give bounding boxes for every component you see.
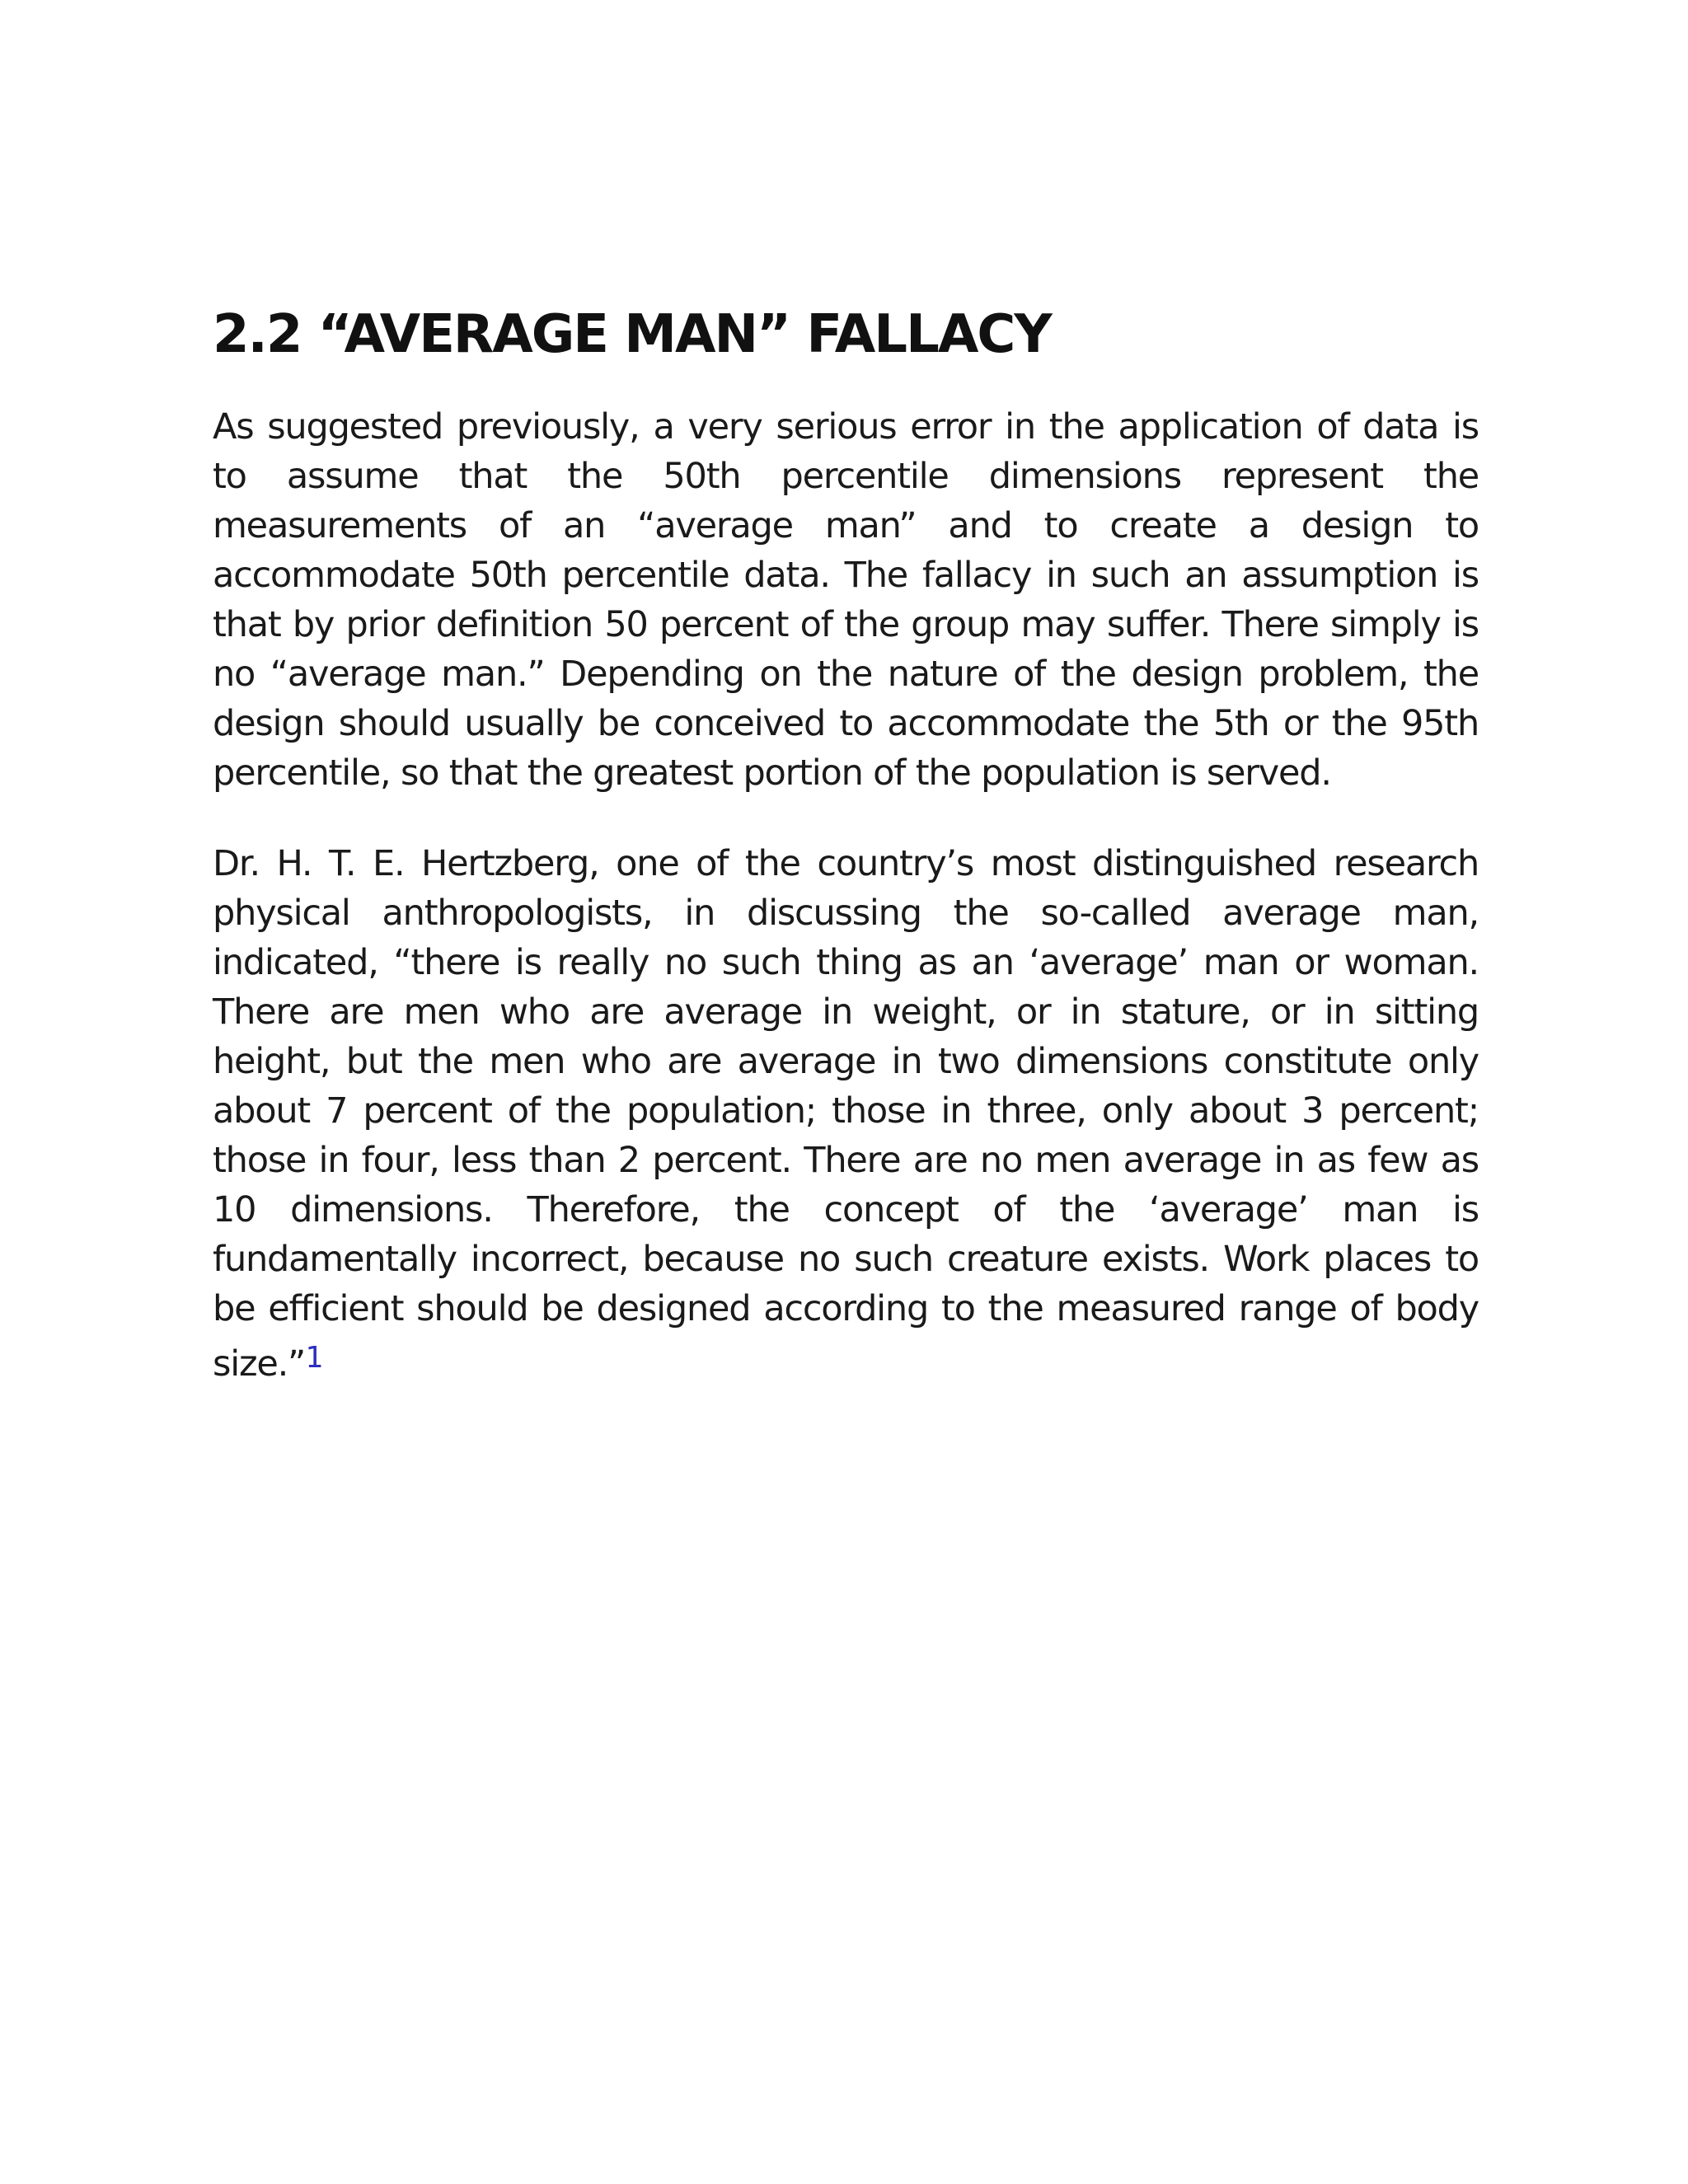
section-content xyxy=(213,302,1479,1389)
section-heading: 2.2 “AVERAGE MAN” FALLACY xyxy=(213,304,1051,365)
paragraph-text: Dr. H. T. E. Hertzberg, one of the country’s most distinguished research physical anthropologists, in discussing the so-called average man, indicated, “there is really no such thing as an ‘average’ man or woman. There are men who are average in weight, or in stature, or in sitting height, but the men who are average in two dimensions constitute only about 7 percent of the population; those in three, only about 3 percent; those in four, less than 2 percent. There are no men average in as few as 10 dimensions. Therefore, the concept of the ‘average’ man is fundamentally incorrect, because no such creature exists. Work places to be efficient should be designed according to the measured range of body size.” xyxy=(213,843,1479,1385)
paragraph-hertzberg-quote xyxy=(213,839,1479,1389)
footnote-reference-link[interactable]: 1 xyxy=(305,1341,323,1375)
paragraph-average-man-error xyxy=(213,402,1479,798)
paragraph-text: As suggested previously, a very serious error in the application of data is to assume that the 50th percentile dimensions represent the measurements of an “average man” and to create a design to accommodate 50th percentile data. The fallacy in such an assumption is that by prior definition 50 percent of the group may suffer. There simply is no “average man.” Depending on the nature of the design problem, the design should usually be conceived to accommodate the 5th or the 95th percentile, so that the greatest portion of the population is served. xyxy=(213,406,1479,794)
